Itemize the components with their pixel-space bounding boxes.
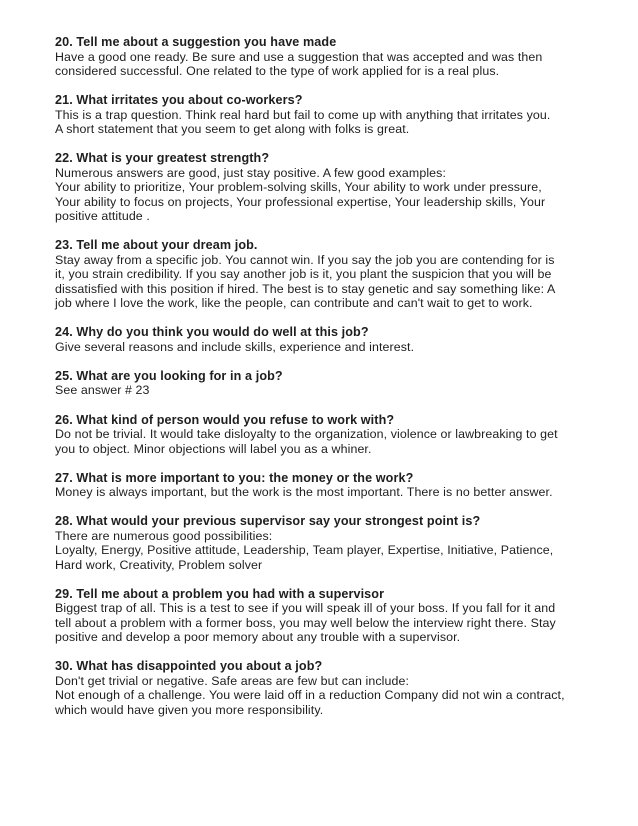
answer-line: A short statement that you seem to get along with folks is great.: [55, 122, 410, 137]
question-heading: 23. Tell me about your dream job.: [55, 238, 258, 253]
question-block: [55, 35, 593, 79]
answer-line: Give several reasons and include skills, experience and interest.: [55, 339, 415, 354]
answer-line: positive and develop a poor memory about any trouble with a supervisor.: [55, 630, 461, 645]
answer-line: See answer # 23: [55, 383, 150, 398]
answer-line: dissatisfied with this position if hired. The best is to stay genetic and say something like: A: [55, 281, 556, 296]
question-heading: 20. Tell me about a suggestion you have made: [55, 35, 337, 49]
answer-line: you to object. Minor objections will label you as a whiner.: [55, 441, 372, 456]
answer-line: Have a good one ready. Be sure and use a suggestion that was accepted and was then: [55, 49, 543, 64]
question-block: [55, 151, 593, 224]
answer-line: Don't get trivial or negative. Safe areas are few but can include:: [55, 673, 410, 688]
answer-line: Your ability to prioritize, Your problem-solving skills, Your ability to work under pressure,: [55, 180, 542, 195]
question-block: [55, 471, 593, 500]
answer-line: which would have given you more responsibility.: [55, 702, 324, 717]
answer-line: Not enough of a challenge. You were laid off in a reduction Company did not win a contract,: [55, 688, 565, 703]
question-block: [55, 514, 593, 572]
question-block: [55, 587, 593, 645]
question-block: [55, 413, 593, 457]
question-heading: 28. What would your previous supervisor say your strongest point is?: [55, 514, 481, 529]
question-heading: 27. What is more important to you: the money or the work?: [55, 470, 414, 485]
question-heading: 22. What is your greatest strength?: [55, 151, 270, 166]
answer-line: Numerous answers are good, just stay positive. A few good examples:: [55, 165, 447, 180]
answer-line: considered successful. One related to the type of work applied for is a real plus.: [55, 64, 500, 78]
question-block: [55, 659, 593, 717]
question-block: [55, 93, 593, 137]
question-heading: 29. Tell me about a problem you had with a supervisor: [55, 586, 385, 601]
question-block: [55, 369, 593, 398]
question-block: [55, 325, 593, 354]
answer-line: There are numerous good possibilities:: [55, 528, 273, 543]
question-heading: 26. What kind of person would you refuse to work with?: [55, 412, 395, 427]
answer-line: Money is always important, but the work is the most important. There is no better answer.: [55, 485, 553, 500]
question-heading: 25. What are you looking for in a job?: [55, 368, 283, 383]
question-heading: 24. Why do you think you would do well at this job?: [55, 325, 369, 340]
answer-line: Hard work, Creativity, Problem solver: [55, 557, 263, 572]
question-block: [55, 238, 593, 311]
answer-line: Your ability to focus on projects, Your professional expertise, Your leadership skills, Your: [55, 194, 546, 209]
answer-line: This is a trap question. Think real hard but fail to come up with anything that irritates you.: [55, 107, 551, 122]
answer-line: tell about a problem with a former boss, you may well below the interview right there. Stay: [55, 615, 556, 630]
answer-line: Loyalty, Energy, Positive attitude, Leadership, Team player, Expertise, Initiative, Patience,: [55, 543, 554, 558]
answer-line: positive attitude .: [55, 209, 150, 224]
answer-line: it, you strain credibility. If you say another job is it, you plant the suspicion that you will be: [55, 267, 552, 282]
answer-line: job where I love the work, like the people, can contribute and can't wait to get to work.: [55, 296, 533, 311]
answer-line: Biggest trap of all. This is a test to see if you will speak ill of your boss. If you fall for it and: [55, 601, 556, 616]
answer-line: Stay away from a specific job. You cannot win. If you say the job you are contending for is: [55, 252, 555, 267]
question-heading: 30. What has disappointed you about a job?: [55, 659, 323, 674]
answer-line: Do not be trivial. It would take disloyalty to the organization, violence or lawbreaking to get: [55, 427, 558, 442]
questions-list: [55, 35, 593, 732]
question-heading: 21. What irritates you about co-workers?: [55, 93, 303, 108]
